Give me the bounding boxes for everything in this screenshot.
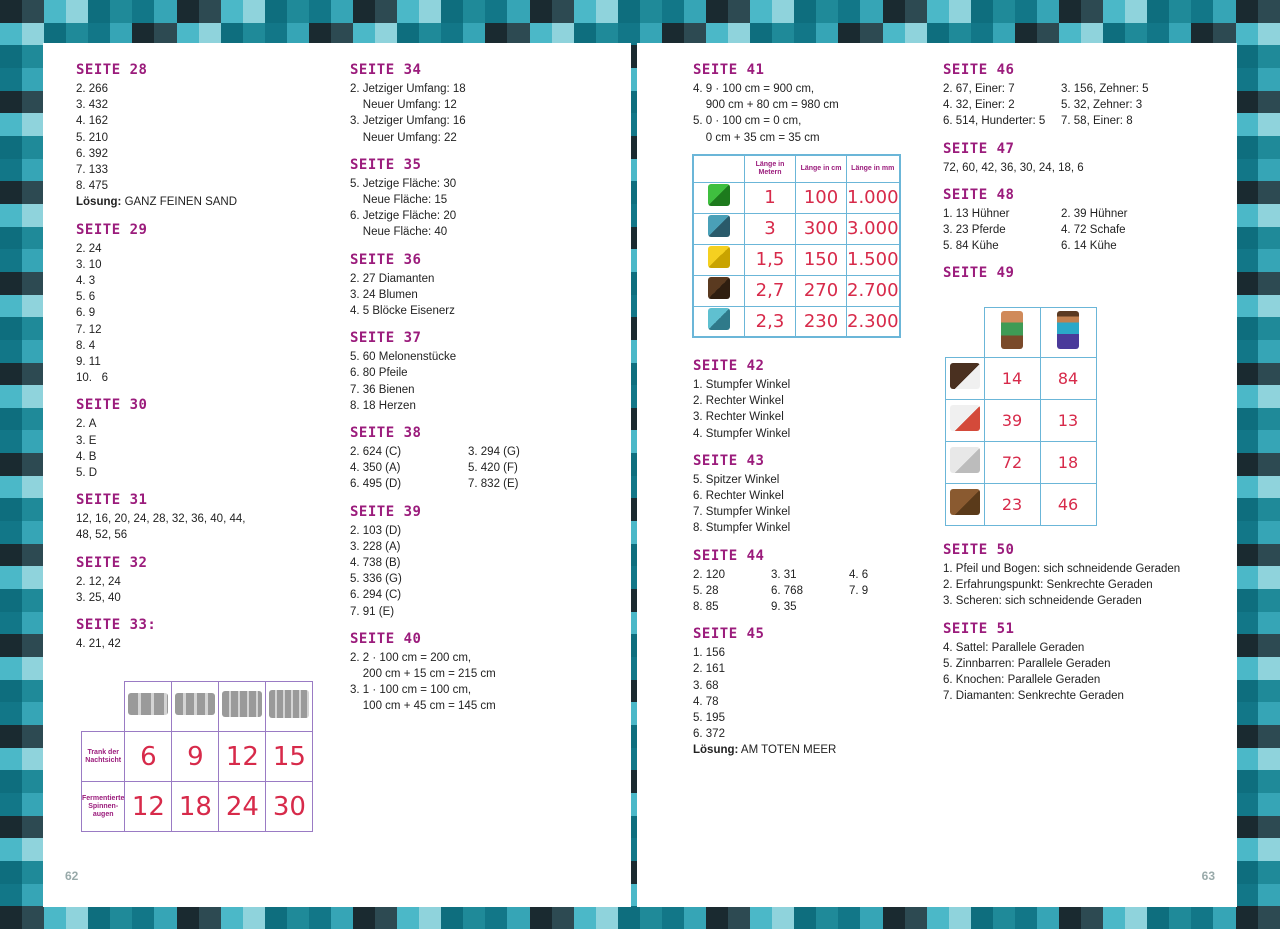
- answer-line: 4. B: [76, 450, 97, 463]
- answer-line: 4. 9 · 100 cm = 900 cm,: [693, 83, 815, 95]
- row-label: Trank der Nachtsicht: [82, 732, 125, 782]
- table-value-cell: 84: [1040, 358, 1096, 400]
- table-value-cell: 2,3: [745, 306, 796, 337]
- answer-line: 3. 25, 40: [76, 591, 121, 604]
- table-seite-41: [692, 154, 901, 338]
- answer-cell: 9. 35: [771, 601, 797, 614]
- table-value-cell: 3: [745, 213, 796, 244]
- right-page: [637, 43, 1237, 907]
- answer-line: 6. 372: [693, 728, 725, 741]
- answer-line: 12, 16, 20, 24, 28, 32, 36, 40, 44,: [76, 513, 246, 526]
- potion-group-icon: [125, 682, 172, 732]
- answer-section: [943, 140, 1181, 176]
- answer-section: [943, 264, 1181, 282]
- yellow-blob-icon: [693, 244, 745, 275]
- answer-line: 2. 2 · 100 cm = 200 cm,: [350, 651, 472, 664]
- answer-section: [350, 329, 588, 414]
- table-value-cell: 2.700: [847, 275, 900, 306]
- page-number-left: 62: [65, 869, 79, 883]
- answer-line: 6. 9: [76, 307, 96, 320]
- answer-cell: 8. 85: [693, 601, 719, 614]
- answer-line: 48, 52, 56: [76, 529, 128, 542]
- left-page: [43, 43, 631, 907]
- answer-line: 5. 60 Melonenstücke: [350, 351, 457, 364]
- table-value-cell: 24: [219, 782, 266, 832]
- alex-runner-icon: [984, 308, 1040, 358]
- answer-line: 0 cm + 35 cm = 35 cm: [693, 131, 820, 144]
- answer-cell: 7. 832 (E): [468, 478, 519, 491]
- answer-line: 5. 195: [693, 712, 725, 725]
- answer-line: 8. 18 Herzen: [350, 399, 416, 412]
- table-value-cell: 13: [1040, 400, 1096, 442]
- section-title: SEITE 34: [350, 62, 422, 78]
- table-value-cell: 6: [125, 732, 172, 782]
- section-title: SEITE 46: [943, 62, 1015, 78]
- answer-cell: 3. 156, Zehner: 5: [1061, 83, 1149, 95]
- answer-section: [693, 625, 909, 758]
- table-header-cell: Länge in cm: [796, 155, 847, 182]
- table-value-cell: 18: [172, 782, 219, 832]
- answer-line: 2. Rechter Winkel: [693, 395, 784, 408]
- phantom-icon: [693, 275, 745, 306]
- section-title: SEITE 37: [350, 330, 422, 347]
- zombie-fish-icon: [693, 213, 745, 244]
- section-title: SEITE 51: [943, 620, 1015, 637]
- answer-line: 3. E: [76, 434, 97, 447]
- table-value-cell: 30: [266, 782, 313, 832]
- answer-section: [350, 61, 588, 146]
- answer-line: 5. Zinnbarren: Parallele Geraden: [943, 657, 1111, 670]
- table-value-cell: 150: [796, 244, 847, 275]
- right-column-2: [943, 61, 1181, 292]
- answer-section: [350, 156, 588, 241]
- solution-line: [76, 194, 245, 210]
- table-value-cell: 72: [984, 442, 1040, 484]
- answer-line: 7. 36 Bienen: [350, 383, 415, 396]
- answer-line: 3. 228 (A): [350, 540, 401, 553]
- answer-line: 6. Knochen: Parallele Geraden: [943, 674, 1101, 687]
- section-title: SEITE 29: [76, 221, 148, 238]
- section-title: SEITE 41: [693, 62, 765, 78]
- answer-section: [943, 61, 1181, 130]
- table-value-cell: 300: [796, 213, 847, 244]
- table-value-cell: 23: [984, 484, 1040, 526]
- table-value-cell: 1.500: [847, 244, 900, 275]
- section-title: SEITE 49: [943, 265, 1015, 282]
- answer-section: [350, 424, 588, 493]
- answer-cell: 3. 294 (G): [468, 446, 520, 459]
- answer-line: 9. 11: [76, 356, 101, 369]
- answer-line: 2. 27 Diamanten: [350, 272, 435, 285]
- answer-grid: [350, 444, 588, 493]
- answer-section: [76, 396, 245, 481]
- answer-line: 4. 3: [76, 275, 96, 288]
- table-value-cell: 18: [1040, 442, 1096, 484]
- answer-line: 7. Diamanten: Senkrechte Geraden: [943, 690, 1124, 703]
- answer-section: [943, 541, 1180, 610]
- answer-line: 7. Stumpfer Winkel: [693, 506, 791, 519]
- answer-line: 8. 475: [76, 180, 108, 193]
- table-seite-49: [945, 307, 1097, 526]
- table-value-cell: 100: [796, 182, 847, 213]
- answer-line: 2. 161: [693, 663, 725, 676]
- answer-line: 3. Rechter Winkel: [693, 411, 784, 424]
- answer-line: 2. 266: [76, 83, 108, 95]
- section-title: SEITE 47: [943, 140, 1015, 157]
- section-title: SEITE 31: [76, 492, 148, 509]
- section-title: SEITE 44: [693, 547, 765, 564]
- section-title: SEITE 33:: [76, 617, 157, 634]
- answer-cell: 4. 350 (A): [350, 462, 401, 475]
- answer-section: [350, 630, 588, 715]
- answer-cell: 1. 13 Hühner: [943, 207, 1010, 220]
- table-value-cell: 14: [984, 358, 1040, 400]
- table-value-cell: 12: [125, 782, 172, 832]
- answer-line: 5. Spitzer Winkel: [693, 473, 780, 486]
- page-number-right: 63: [1201, 869, 1215, 883]
- answer-line: 100 cm + 45 cm = 145 cm: [350, 700, 496, 713]
- fish-icon: [693, 306, 745, 337]
- table-value-cell: 3.000: [847, 213, 900, 244]
- table-value-cell: 12: [219, 732, 266, 782]
- answer-line: 5. D: [76, 467, 98, 480]
- answer-line: 2. Jetziger Umfang: 18: [350, 83, 466, 95]
- answer-section: [76, 221, 245, 387]
- section-title: SEITE 45: [693, 626, 765, 643]
- answer-section: [943, 620, 1180, 705]
- row-label: Fermentierte Spinnen-augen: [82, 782, 125, 832]
- answer-cell: 3. 23 Pferde: [943, 224, 1006, 237]
- solution-line: [693, 742, 909, 758]
- answer-line: 3. 432: [76, 99, 108, 112]
- cow-icon: [946, 358, 985, 400]
- section-title: SEITE 48: [943, 186, 1015, 203]
- creeper-head-icon: [693, 182, 745, 213]
- answer-cell: 6. 14 Kühe: [1061, 240, 1117, 253]
- answer-line: 3. 1 · 100 cm = 100 cm,: [350, 684, 472, 697]
- answer-section: [76, 491, 245, 543]
- answer-section: [350, 503, 588, 620]
- answer-cell: 7. 58, Einer: 8: [1061, 115, 1133, 128]
- answer-line: 4. 738 (B): [350, 557, 401, 570]
- answer-section: [76, 61, 245, 211]
- answer-grid: [943, 81, 1181, 130]
- section-title: SEITE 39: [350, 503, 422, 520]
- table-value-cell: 1: [745, 182, 796, 213]
- left-column-2: [350, 61, 588, 725]
- section-title: SEITE 36: [350, 251, 422, 268]
- answer-section: [693, 547, 909, 616]
- answer-line: 6. 294 (C): [350, 589, 402, 602]
- answer-cell: 2. 67, Einer: 7: [943, 83, 1015, 95]
- answer-cell: 4. 6: [849, 568, 869, 581]
- answer-cell: 4. 72 Schafe: [1061, 224, 1126, 237]
- answer-line: 5. Jetzige Fläche: 30: [350, 177, 457, 190]
- answer-line: 3. 24 Blumen: [350, 288, 418, 301]
- answer-line: Neue Fläche: 15: [350, 194, 448, 207]
- potion-group-icon: [266, 682, 313, 732]
- section-title: SEITE 43: [693, 452, 765, 469]
- chicken-icon: [946, 400, 985, 442]
- answer-cell: 2. 120: [693, 568, 725, 581]
- answer-line: Neuer Umfang: 22: [350, 131, 457, 144]
- answer-line: 7. 12: [76, 323, 102, 336]
- answer-line: 5. 210: [76, 131, 108, 144]
- table-value-cell: 1,5: [745, 244, 796, 275]
- answer-line: 4. 162: [76, 115, 108, 128]
- answer-line: 5. 6: [76, 291, 96, 304]
- section-title: SEITE 28: [76, 62, 148, 78]
- answer-line: 5. 0 · 100 cm = 0 cm,: [693, 115, 802, 128]
- answer-cell: 6. 768: [771, 584, 803, 597]
- answer-cell: 3. 31: [771, 568, 797, 581]
- answer-line: 900 cm + 80 cm = 980 cm: [693, 99, 839, 112]
- answer-line: 4. Sattel: Parallele Geraden: [943, 641, 1085, 654]
- solution-label: Lösung:: [76, 196, 122, 209]
- answer-line: 2. 24: [76, 242, 102, 255]
- table-header-cell: Länge in mm: [847, 155, 900, 182]
- answer-section: [693, 452, 909, 537]
- table-value-cell: 1.000: [847, 182, 900, 213]
- table-value-cell: 39: [984, 400, 1040, 442]
- potion-group-icon: [219, 682, 266, 732]
- answer-cell: 7. 9: [849, 584, 869, 597]
- steve-runner-icon: [1040, 308, 1096, 358]
- answer-grid: [943, 206, 1181, 255]
- right-column-1-lower: [693, 357, 909, 769]
- answer-line: 8. Stumpfer Winkel: [693, 522, 791, 535]
- answer-line: 2. Erfahrungspunkt: Senkrechte Geraden: [943, 579, 1153, 592]
- table-seite-33: [81, 681, 313, 832]
- horse-icon: [946, 484, 985, 526]
- answer-cell: 5. 84 Kühe: [943, 240, 999, 253]
- answer-section: [350, 251, 588, 320]
- answer-line: 4. 21, 42: [76, 638, 121, 651]
- section-title: SEITE 35: [350, 156, 422, 173]
- right-column-1: [693, 61, 839, 156]
- section-title: SEITE 38: [350, 425, 422, 442]
- answer-line: 10. 6: [76, 372, 108, 385]
- answer-line: 6. Rechter Winkel: [693, 490, 784, 503]
- answer-line: 3. 68: [693, 679, 719, 692]
- answer-line: 6. Jetzige Fläche: 20: [350, 210, 457, 223]
- answer-grid: [693, 567, 909, 616]
- answer-line: 2. 12, 24: [76, 575, 121, 588]
- section-title: SEITE 40: [350, 630, 422, 647]
- answer-line: 4. 5 Blöcke Eisenerz: [350, 305, 455, 318]
- answer-line: 3. 10: [76, 258, 102, 271]
- table-corner: [82, 682, 125, 732]
- answer-line: 7. 91 (E): [350, 605, 395, 618]
- right-column-2-lower: [943, 541, 1180, 714]
- answer-section: [76, 554, 245, 606]
- answer-cell: 4. 32, Einer: 2: [943, 99, 1015, 112]
- answer-line: 200 cm + 15 cm = 215 cm: [350, 668, 496, 681]
- answer-cell: 5. 420 (F): [468, 462, 518, 475]
- answer-line: 5. 336 (G): [350, 573, 402, 586]
- answer-line: 2. A: [76, 418, 97, 431]
- section-title: SEITE 42: [693, 358, 765, 374]
- table-value-cell: 9: [172, 732, 219, 782]
- answer-line: 1. Stumpfer Winkel: [693, 379, 791, 391]
- answer-cell: 5. 28: [693, 584, 719, 597]
- answer-line: 3. Scheren: sich schneidende Geraden: [943, 595, 1142, 608]
- solution-value: GANZ FEINEN SAND: [124, 196, 238, 209]
- solution-value: AM TOTEN MEER: [740, 744, 837, 757]
- answer-cell: 5. 32, Zehner: 3: [1061, 99, 1143, 112]
- table-header-cell: Länge in Metern: [745, 155, 796, 182]
- answer-line: 7. 133: [76, 164, 108, 177]
- answer-section: [76, 616, 245, 652]
- answer-line: 4. 78: [693, 695, 719, 708]
- answer-line: 2. 103 (D): [350, 524, 402, 537]
- answer-line: 72, 60, 42, 36, 30, 24, 18, 6: [943, 161, 1084, 174]
- table-value-cell: 15: [266, 732, 313, 782]
- table-value-cell: 46: [1040, 484, 1096, 526]
- answer-section: [943, 186, 1181, 255]
- table-corner: [693, 155, 745, 182]
- answer-cell: 6. 495 (D): [350, 478, 402, 491]
- table-value-cell: 230: [796, 306, 847, 337]
- potion-group-icon: [172, 682, 219, 732]
- answer-cell: 2. 39 Hühner: [1061, 207, 1128, 220]
- answer-line: 4. Stumpfer Winkel: [693, 427, 791, 440]
- answer-line: Neue Fläche: 40: [350, 226, 448, 239]
- table-value-cell: 270: [796, 275, 847, 306]
- answer-section: [693, 357, 909, 442]
- answer-line: 6. 392: [76, 147, 108, 160]
- answer-cell: 2. 624 (C): [350, 446, 402, 459]
- answer-line: 6. 80 Pfeile: [350, 367, 408, 380]
- section-title: SEITE 30: [76, 397, 148, 414]
- answer-section: [693, 61, 839, 146]
- solution-label: Lösung:: [693, 744, 739, 757]
- section-title: SEITE 32: [76, 554, 148, 571]
- answer-cell: 6. 514, Hunderter: 5: [943, 115, 1046, 128]
- table-value-cell: 2.300: [847, 306, 900, 337]
- answer-line: 8. 4: [76, 339, 96, 352]
- answer-line: Neuer Umfang: 12: [350, 99, 457, 112]
- table-value-cell: 2,7: [745, 275, 796, 306]
- answer-line: 1. Pfeil und Bogen: sich schneidende Geraden: [943, 563, 1181, 575]
- sheep-icon: [946, 442, 985, 484]
- table-corner: [946, 308, 985, 358]
- answer-line: 3. Jetziger Umfang: 16: [350, 115, 466, 128]
- section-title: SEITE 50: [943, 542, 1015, 558]
- answer-cell: [849, 599, 909, 615]
- answer-line: 1. 156: [693, 647, 725, 660]
- left-column-1: [76, 61, 245, 662]
